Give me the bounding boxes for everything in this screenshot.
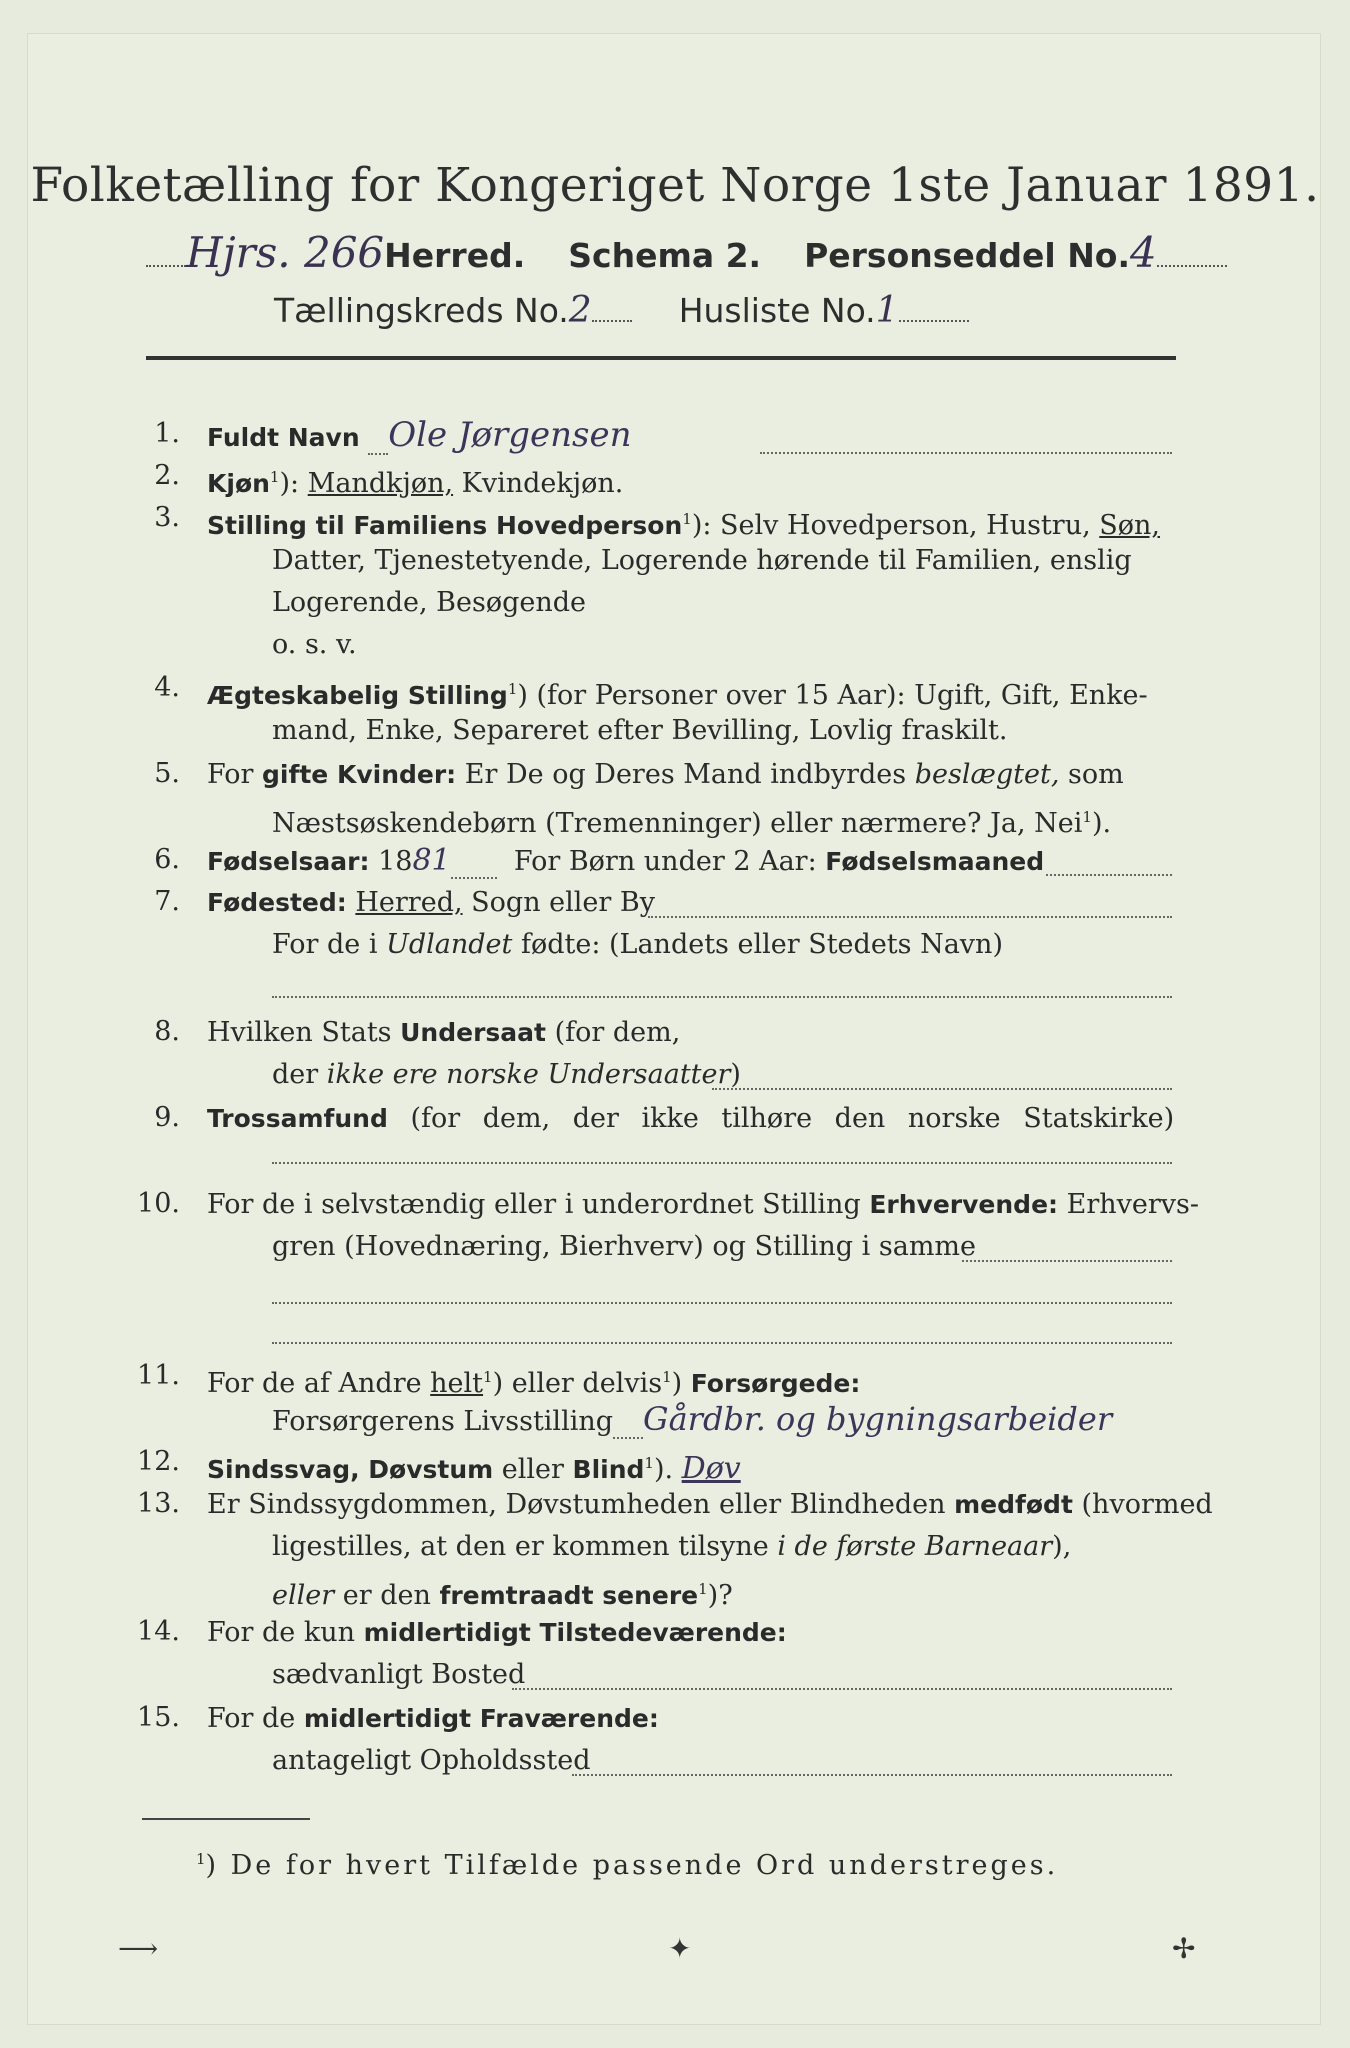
footnote-ref: 1 [269, 468, 280, 486]
congenital-line3-italic: eller [272, 1580, 335, 1611]
birth-year-value: 81 [412, 843, 451, 878]
occupation-fill-3 [272, 1340, 1172, 1344]
birth-month-label: Fødselsmaaned [825, 847, 1045, 876]
supported-option-helt: helt [430, 1368, 484, 1399]
registration-mark-icon: ✦ [668, 1932, 692, 1965]
footnote-ref: 1 [1082, 808, 1092, 826]
full-name-fill [760, 450, 1172, 454]
position-options-1: Selv Hovedperson, Hustru, [720, 510, 1091, 541]
citizenship-pre: Hvilken Stats [207, 1017, 392, 1048]
citizenship-post: (for dem, [554, 1017, 681, 1048]
full-name-value: Ole Jørgensen [388, 415, 632, 455]
temp-absent-label: midlertidigt Fraværende: [303, 1704, 659, 1733]
congenital-line3-end: )? [707, 1580, 733, 1611]
supporter-occupation-value: Gårdbr. og bygningsarbeider [643, 1400, 1113, 1438]
foreign-post: fødte: (Landets eller Stedets Navn) [520, 929, 1003, 960]
married-pre: For [207, 759, 254, 790]
item-number: 9. [154, 1102, 180, 1133]
item-number: 15. [137, 1702, 180, 1733]
footnote-ref: 1 [483, 1368, 493, 1386]
item-number: 6. [154, 844, 180, 875]
herred-line [146, 228, 1227, 277]
marital-label: Ægteskabelig Stilling [207, 681, 508, 710]
supported-mid: eller delvis [511, 1368, 663, 1399]
form-title: Folketælling for Kongeriget Norge 1ste Januar 1891. [30, 158, 1320, 213]
position-option-son: Søn, [1099, 510, 1160, 541]
marital-options-2: mand, Enke, Separeret efter Bevilling, Lovlig fraskilt. [272, 715, 1008, 746]
married-question-1: Er De og Deres Mand indbyrdes [464, 759, 907, 790]
taellingskreds-label: Tællingskreds No. [274, 291, 569, 330]
footnote-ref: 1 [698, 1580, 708, 1598]
item-number: 2. [154, 460, 180, 491]
registration-mark-icon: ⟶ [118, 1932, 159, 1965]
sex-option-male: Mandkjøn, [307, 468, 454, 499]
disability-label: Sindssvag, Døvstum [207, 1455, 494, 1484]
item-number: 5. [154, 758, 180, 789]
item-number: 1. [154, 418, 180, 449]
item-3-position: Stilling til Familiens Hovedperson$^1$): Selv Hovedperson, Hustru, Søn, [207, 510, 1160, 541]
probable-residence-label: antageligt Opholdssted [272, 1745, 591, 1776]
birth-year-prefix: 18 [378, 846, 413, 877]
married-question-2-text: Næstsøskendebørn (Tremenninger) eller nærmere? Ja, Nei [272, 808, 1083, 839]
foreign-fill [272, 994, 1172, 998]
birth-year-label: Fødselsaar: [207, 847, 370, 876]
taellingskreds-handwritten: 2 [568, 290, 592, 331]
footnote-marker: 1 [196, 1850, 206, 1868]
birthplace-option-herred: Herred, [355, 887, 463, 918]
item-number: 11. [137, 1360, 180, 1391]
item-number: 10. [137, 1188, 180, 1219]
congenital-line3-pre: er den [342, 1580, 431, 1611]
religion-text: (for dem, der ikke tilhøre den norske Statskirke) [410, 1103, 1175, 1134]
position-options-3: Logerende, Besøgende [272, 587, 586, 618]
occupation-fill-1 [962, 1258, 1172, 1262]
congenital-line2-pre: ligestilles, at den er kommen tilsyne [272, 1531, 769, 1562]
temp-present-label: midlertidigt Tilstedeværende: [363, 1618, 787, 1647]
occupation-pre: For de i selvstændig eller i underordnet Stilling [207, 1189, 861, 1220]
congenital-line2-end: ), [1052, 1531, 1072, 1562]
congenital-post: (hvormed [1081, 1489, 1213, 1520]
item-7-birthplace [207, 886, 655, 920]
item-6-birth-year [207, 844, 1044, 879]
item-2-sex: Kjøn$^1$): Mandkjøn, Kvindekjøn. [207, 468, 624, 499]
congenital-line-3 [272, 1572, 733, 1613]
temp-absent-pre: For de [207, 1703, 296, 1734]
footnote-ref: 1 [682, 510, 692, 528]
occupation-label: Erhvervende: [869, 1190, 1059, 1219]
congenital-line2-italic: i de første Barneaar [777, 1531, 1053, 1562]
item-number: 12. [137, 1446, 180, 1477]
birthplace-options: Sogn eller By [471, 887, 655, 918]
married-women-label: gifte Kvinder: [262, 760, 457, 789]
supporter-occupation-label: Forsørgerens Livsstilling [272, 1406, 614, 1437]
citizenship-fill [712, 1086, 1172, 1090]
married-question-2-end: ). [1091, 808, 1112, 839]
item-number: 8. [154, 1016, 180, 1047]
item-number: 7. [154, 886, 180, 917]
disability-value: Døv [681, 1451, 741, 1486]
item-1-full-name [207, 415, 632, 455]
birth-month-fill [1046, 872, 1172, 876]
item-5-married-women [207, 758, 1124, 792]
occupation-fill-2 [272, 1300, 1172, 1304]
temp-present-pre: For de kun [207, 1617, 355, 1648]
probable-residence-fill [572, 1772, 1172, 1776]
foreign-pre: For de i [272, 929, 378, 960]
item-15-temporary-absent [207, 1702, 659, 1736]
foreign-birthplace [272, 928, 1003, 962]
item-number: 3. [154, 502, 180, 533]
item-13-congenital [207, 1488, 1213, 1522]
personseddel-handwritten: 4 [1130, 228, 1157, 277]
religion-fill [272, 1160, 1172, 1164]
herred-label: Herred. [384, 236, 526, 275]
congenital-pre: Er Sindssygdommen, Døvstumheden eller Blindheden [207, 1489, 946, 1520]
position-options-4: o. s. v. [272, 629, 357, 660]
disability-or: eller [501, 1454, 564, 1485]
religion-label: Trossamfund [207, 1104, 388, 1133]
item-14-temporary-present [207, 1616, 787, 1650]
sex-label: Kjøn [207, 469, 270, 498]
item-number: 4. [154, 672, 180, 703]
position-options-2: Datter, Tjenestetyende, Logerende hørende til Familien, enslig [272, 545, 1132, 576]
birthplace-label: Fødested: [207, 888, 347, 917]
item-4-marital [207, 672, 1148, 713]
position-label: Stilling til Familiens Hovedperson [207, 511, 683, 540]
item-9-religion [207, 1102, 1174, 1136]
occupation-post: Erhvervs- [1066, 1189, 1200, 1220]
husliste-handwritten: 1 [875, 290, 899, 331]
citizenship-label: Undersaat [400, 1018, 546, 1047]
congenital-line-2 [272, 1530, 1071, 1564]
footnote-ref: 1 [507, 680, 518, 698]
related-word: beslægtet, [914, 759, 1060, 790]
footnote-rule [142, 1818, 310, 1820]
header-rule [146, 356, 1176, 360]
footnote-ref: 1 [662, 1368, 672, 1386]
personseddel-label: Personseddel No. [804, 236, 1131, 275]
item-11-supported: For de af Andre helt$^1$) eller delvis$^1$) Forsørgede: [207, 1368, 861, 1399]
disability-blind-label: Blind [572, 1455, 645, 1484]
citizenship-line2-italic: ikke ere norske Undersaatter [326, 1059, 731, 1090]
item-8-citizenship [207, 1016, 680, 1050]
citizenship-line2-end: ) [730, 1059, 741, 1090]
som-word: som [1068, 759, 1124, 790]
item-12-disability: Sindssvag, Døvstum eller Blind$^1$). Døv [207, 1451, 741, 1486]
schema-label: Schema 2. [568, 236, 762, 275]
birth-month-note: For Børn under 2 Aar: [513, 846, 817, 877]
registration-mark-icon: ✢ [1172, 1932, 1196, 1965]
citizenship-line-2 [272, 1058, 741, 1092]
sex-option-female: Kvindekjøn. [461, 468, 624, 499]
marital-options-1: ) (for Personer over 15 Aar): Ugift, Gift, Enke- [517, 680, 1148, 711]
husliste-label: Husliste No. [678, 291, 876, 330]
acquired-label: fremtraadt senere [439, 1581, 699, 1610]
full-name-label: Fuldt Navn [207, 423, 360, 452]
supporter-occupation [272, 1402, 1112, 1439]
citizenship-line2-pre: der [272, 1059, 319, 1090]
herred-handwritten: Hjrs. 266 [186, 228, 385, 277]
footnote-text: ) De for hvert Tilfælde passende Ord understreges. [205, 1850, 1059, 1881]
udlandet-word: Udlandet [386, 929, 513, 960]
usual-residence-fill [512, 1686, 1172, 1690]
item-number: 14. [137, 1616, 180, 1647]
supported-pre: For de af Andre [207, 1368, 422, 1399]
supported-label: Forsørgede: [690, 1369, 861, 1398]
footnote [196, 1850, 1058, 1881]
occupation-line-2: gren (Hovednæring, Bierhverv) og Stilling i samme [272, 1231, 977, 1262]
married-question-2 [272, 800, 1111, 841]
footnote-ref: 1 [644, 1454, 654, 1472]
item-number: 13. [137, 1488, 180, 1519]
birthplace-fill [648, 914, 1172, 918]
item-10-occupation [207, 1188, 1199, 1222]
usual-residence-label: sædvanligt Bosted [272, 1659, 526, 1690]
taellingskreds-line [274, 290, 969, 331]
congenital-label: medfødt [954, 1490, 1073, 1519]
